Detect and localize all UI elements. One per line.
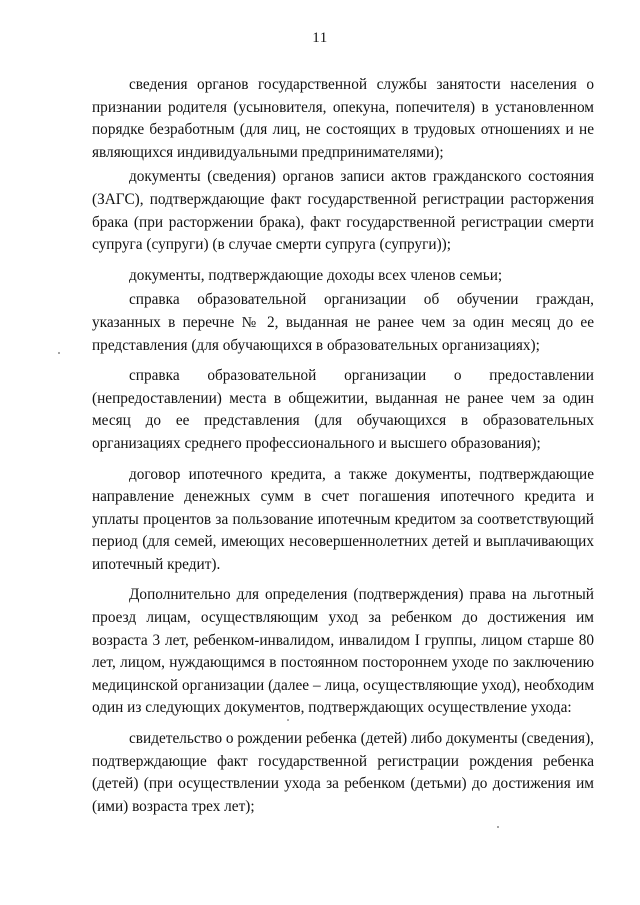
paragraph-dormitory-certificate: справка образовательной организации о предоставлении (непредоставлении) места в общежитии, выданная не ранее чем за один месяц до ее представления (для обучающихся в образовательных организациях среднего профессионального и высшего образования); bbox=[92, 367, 594, 452]
scan-speck bbox=[58, 352, 60, 354]
paragraph-family-income: документы, подтверждающие доходы всех членов семьи; bbox=[129, 266, 503, 284]
paragraph-birth-certificate: свидетельство о рождении ребенка (детей) либо документы (сведения), подтверждающие факт государственной регистрации рождения ребенка (детей) (при осуществлении ухода за ребенком (детьми) до достижения им (ими) возраста трех лет); bbox=[92, 730, 595, 815]
paragraph-employment-service: сведения органов государственной службы занятости населения о признании родителя (усыновителя, опекуна, попечителя) в установленном порядке безработным (для лиц, не состоящих в трудовых отношениях и не являющихся индивидуальными предпринимателями); bbox=[92, 76, 594, 161]
scan-speck bbox=[287, 719, 289, 721]
paragraph-care-documents: Дополнительно для определения (подтверждения) права на льготный проезд лицам, осуществляющим уход за ребенком до достижения им возраста 3 лет, ребенком-инвалидом, инвалидом I группы, лицом старше 80 лет, лицом, нуждающимся в постоянном постороннем уходе по заключению медицинской организации (далее – лица, осуществляющие уход), необходим один из следующих документов, подтверждающих осуществление ухода: bbox=[92, 586, 594, 717]
paragraph-mortgage-contract: договор ипотечного кредита, а также документы, подтверждающие направление денежных сумм в счет погашения ипотечного кредита и уплаты процентов за пользование ипотечным кредитом за соответствующий период (для семей, имеющих несовершеннолетних детей и выплачивающих ипотечный кредит). bbox=[92, 465, 594, 573]
paragraph-education-certificate: справка образовательной организации об обучении граждан, указанных в перечне № 2, выданная не ранее чем за один месяц до ее представления (для обучающихся в образовательных организациях); bbox=[92, 291, 594, 354]
paragraph-zags-documents: документы (сведения) органов записи актов гражданского состояния (ЗАГС), подтверждающие факт государственной регистрации расторжения брака (при расторжении брака), факт государственной регистрации смерти супруга (супруги) (в случае смерти супруга (супруги)); bbox=[92, 168, 594, 254]
page-number: 11 bbox=[312, 30, 328, 46]
scan-speck bbox=[497, 826, 499, 828]
document-body bbox=[92, 74, 594, 820]
